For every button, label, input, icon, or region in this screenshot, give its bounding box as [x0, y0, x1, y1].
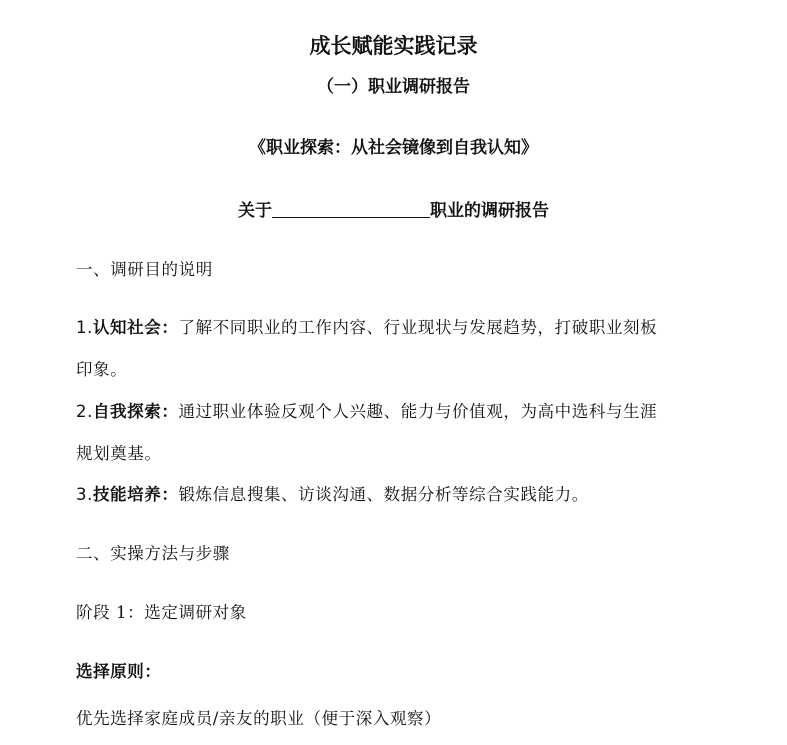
purpose-item-2 — [76, 404, 657, 421]
about-prefix: 关于 — [238, 201, 272, 221]
item-number: 2. — [76, 402, 93, 421]
document-title: 成长赋能实践记录 — [309, 34, 478, 58]
section1-heading: 一、调研目的说明 — [76, 260, 213, 279]
section2-heading: 二、实操方法与步骤 — [76, 544, 230, 563]
purpose-item-3 — [76, 487, 589, 504]
document-subtitle: （一）职业调研报告 — [317, 77, 470, 97]
report-theme: 《职业探索：从社会镜像到自我认知》 — [249, 138, 538, 158]
item-label: 自我探索： — [92, 402, 179, 421]
purpose-item-1-continued: 印象。 — [76, 360, 128, 379]
purpose-item-1 — [76, 320, 657, 337]
item-text: 通过职业体验反观个人兴趣、能力与价值观，为高中选科与生涯 — [178, 402, 658, 421]
about-suffix: 职业的调研报告 — [430, 201, 549, 221]
occupation-blank — [272, 200, 430, 218]
item-number: 1. — [76, 318, 93, 337]
item-label: 认知社会： — [92, 318, 179, 337]
item-text: 了解不同职业的工作内容、行业现状与发展趋势，打破职业刻板 — [178, 318, 658, 337]
purpose-item-2-continued: 规划奠基。 — [76, 444, 162, 463]
item-label: 技能培养： — [92, 485, 179, 504]
principle-label: 选择原则： — [76, 662, 162, 681]
report-about-line — [0, 200, 787, 220]
item-number: 3. — [76, 485, 93, 504]
stage1-heading: 阶段 1：选定调研对象 — [76, 603, 247, 622]
principle-text: 优先选择家庭成员/亲友的职业（便于深入观察） — [76, 709, 442, 728]
item-text: 锻炼信息搜集、访谈沟通、数据分析等综合实践能力。 — [178, 485, 589, 504]
